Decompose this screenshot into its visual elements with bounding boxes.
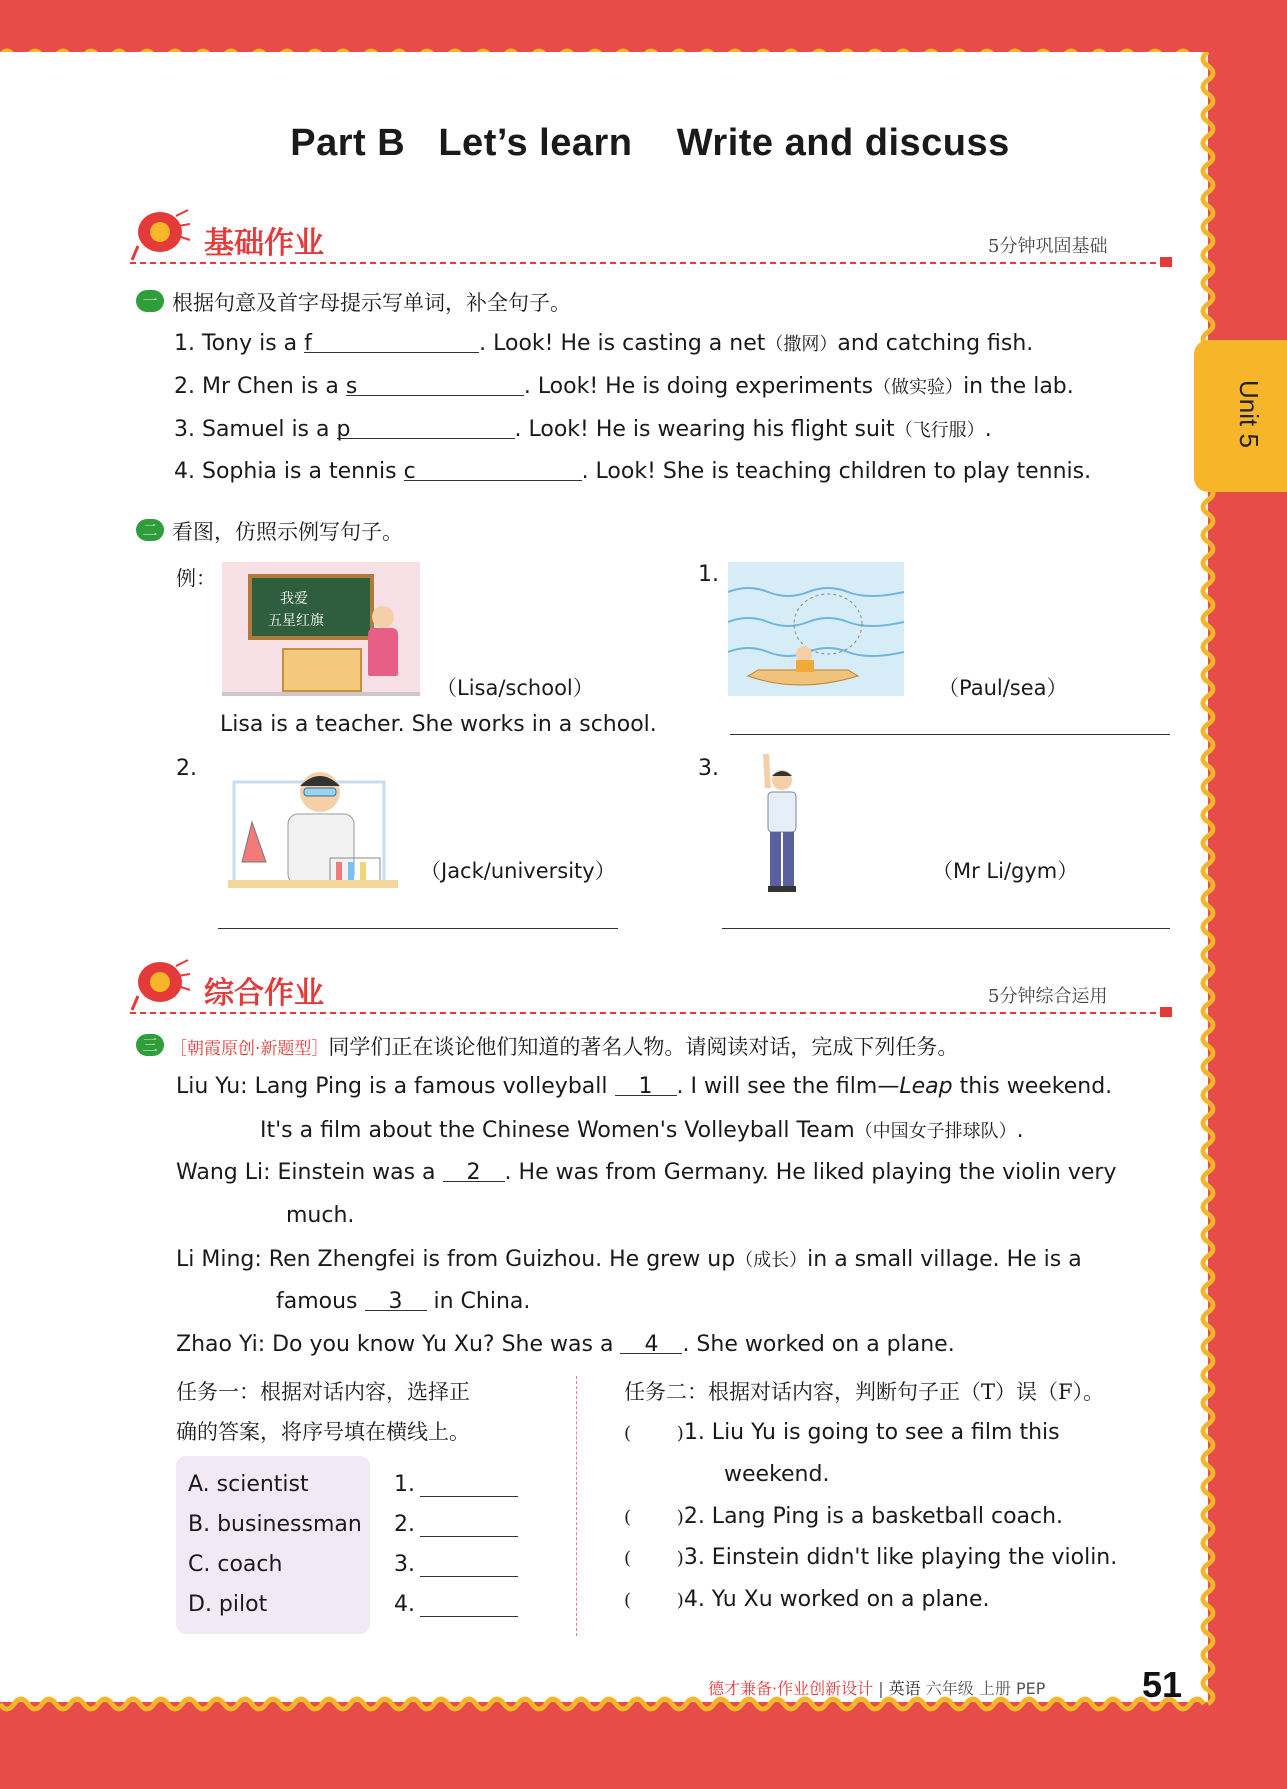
tf-item-3 (624, 1545, 1117, 1570)
q1-heading: 根据句意及首字母提示写单词，补全句子。 (172, 291, 571, 315)
task1-num-4: 4. (394, 1592, 415, 1617)
q1-item-cn: （撒网） (765, 334, 838, 355)
footer-grade: 六年级 (925, 1679, 974, 1698)
dialog-text: in a small village. He is a (807, 1247, 1082, 1272)
q1-answer-blank[interactable] (336, 417, 515, 442)
fisherman-picture (728, 562, 904, 696)
q2-item-2-num: 2. (176, 756, 197, 781)
footer-volume: 上册 (978, 1679, 1011, 1698)
dialog-blank-3[interactable] (365, 1289, 427, 1314)
dialog-text: this weekend. (952, 1074, 1113, 1099)
dialog-text: Zhao Yi: Do you know Yu Xu? She was a (176, 1332, 621, 1357)
footer (708, 1676, 1045, 1699)
hint-letter: s (345, 374, 358, 399)
hint-letter: c (403, 459, 416, 484)
unit-tab (1194, 340, 1287, 492)
section1-subtitle: 5分钟巩固基础 (988, 236, 1108, 257)
q1-item-text: . Look! He is casting a net (479, 331, 766, 356)
dialog-text: famous (276, 1289, 365, 1314)
task1-blank-4[interactable] (420, 1616, 518, 1617)
q1-item-text: in the lab. (963, 374, 1074, 399)
tf-answer-paren[interactable]: ( ) (624, 1590, 684, 1611)
section2-divider (130, 1012, 1166, 1014)
q1-item-cn: （做实验） (873, 377, 964, 398)
q3-badge: 三 (136, 1034, 164, 1056)
q2-item-1-num: 1. (698, 562, 719, 587)
blank-number: 1 (638, 1074, 653, 1099)
q3-heading-row (170, 1031, 958, 1061)
q1-item-text: . (984, 417, 992, 442)
dialog-text: . I will see the film— (676, 1074, 900, 1099)
dialog-blank-4[interactable] (620, 1332, 682, 1357)
q2-item-2-answer-line[interactable] (218, 928, 618, 929)
q2-item-2-hint: （Jack/university） (420, 859, 616, 883)
tf-text: 4. Yu Xu worked on a plane. (683, 1587, 990, 1612)
floor (222, 692, 420, 696)
q3-tag: ［朝霞原创·新题型］ (170, 1039, 329, 1059)
q2-item-3-hint: （Mr Li/gym） (932, 859, 1079, 883)
task1-blank-2[interactable] (420, 1536, 518, 1537)
example-hint: （Lisa/school） (436, 676, 594, 700)
task1-heading-2: 确的答案，将序号填在横线上。 (176, 1420, 470, 1444)
dialog-text: in China. (426, 1289, 531, 1314)
task1-num-1: 1. (394, 1472, 415, 1497)
section1-divider-end (1160, 257, 1172, 267)
q1-answer-blank[interactable] (304, 331, 479, 356)
tf-text: 2. Lang Ping is a basketball coach. (683, 1504, 1064, 1529)
unit-tab-label: Unit 5 (1234, 380, 1264, 448)
tf-answer-paren[interactable]: ( ) (624, 1507, 684, 1528)
tf-text: 1. Liu Yu is going to see a film this (683, 1420, 1060, 1445)
q2-item-3-answer-line[interactable] (722, 928, 1170, 929)
q1-item-text: 1. Tony is a (174, 331, 305, 356)
tf-item-2 (624, 1504, 1063, 1529)
section2-title: 综合作业 (204, 976, 324, 1011)
dialog-line-6 (276, 1289, 530, 1314)
q1-item-3 (174, 416, 992, 442)
lantern-icon (130, 956, 192, 1012)
dialog-cn: （中国女子排球队） (854, 1121, 1017, 1142)
task1-heading-1: 任务一：根据对话内容，选择正 (176, 1380, 470, 1404)
q1-item-text: 3. Samuel is a (174, 417, 337, 442)
choice-c: C. coach (188, 1552, 283, 1577)
task1-blank-1[interactable] (420, 1496, 518, 1497)
section2-divider-end (1160, 1007, 1172, 1017)
blackboard (248, 574, 374, 640)
footer-bar: | (878, 1679, 884, 1698)
tf-item-1 (624, 1420, 1060, 1445)
dialog-text: It's a film about the Chinese Women's Volleyball Team (260, 1118, 855, 1143)
film-title: Leap (899, 1074, 953, 1099)
blank-number: 2 (466, 1160, 481, 1185)
q2-heading: 看图，仿照示例写句子。 (172, 520, 403, 544)
tf-answer-paren[interactable]: ( ) (624, 1548, 684, 1569)
choice-b: B. businessman (188, 1512, 362, 1537)
choice-d: D. pilot (188, 1592, 268, 1617)
q1-item-2 (174, 373, 1074, 399)
q1-item-4 (174, 459, 1091, 484)
section1-title: 基础作业 (204, 226, 324, 261)
hint-letter: p (336, 417, 351, 442)
tf-item-1-cont: weekend. (724, 1462, 830, 1487)
coach-picture (752, 748, 812, 896)
q1-item-text: . Look! He is wearing his flight suit (514, 417, 895, 442)
dialog-line-5 (176, 1246, 1082, 1272)
choice-a: A. scientist (188, 1472, 309, 1497)
q2-badge: 二 (136, 519, 164, 541)
q1-item-cn: （飞行服） (894, 420, 985, 441)
dialog-text: . She worked on a plane. (682, 1332, 955, 1357)
q1-answer-blank[interactable] (403, 459, 582, 484)
task2-heading: 任务二：根据对话内容，判断句子正（T）误（F）。 (624, 1380, 1105, 1404)
q1-item-1 (174, 330, 1033, 356)
dialog-blank-1[interactable] (615, 1074, 677, 1099)
q2-item-3-num: 3. (698, 756, 719, 781)
dialog-line-7 (176, 1332, 955, 1357)
blank-number: 4 (644, 1332, 659, 1357)
dialog-text: Liu Yu: Lang Ping is a famous volleyball (176, 1074, 615, 1099)
dialog-cn: （成长） (735, 1250, 808, 1271)
tf-text: 3. Einstein didn't like playing the violin. (683, 1545, 1118, 1570)
dialog-text: Wang Li: Einstein was a (176, 1160, 443, 1185)
q2-item-1-answer-line[interactable] (730, 734, 1170, 735)
q2-item-1-hint: （Paul/sea） (938, 676, 1068, 700)
dialog-line-2 (260, 1117, 1024, 1143)
footer-series: 德才兼备·作业创新设计 (708, 1679, 874, 1698)
lantern-icon (130, 206, 192, 262)
dialog-blank-2[interactable] (443, 1160, 505, 1185)
dialog-text: . (1016, 1118, 1024, 1143)
q3-heading: 同学们正在谈论他们知道的著名人物。请阅读对话，完成下列任务。 (328, 1035, 959, 1059)
footer-edition: PEP (1016, 1679, 1046, 1698)
q1-item-text: and catching fish. (837, 331, 1034, 356)
footer-subject: 英语 (888, 1679, 921, 1698)
board-text-2: 五星红旗 (268, 613, 324, 629)
dialog-line-3 (176, 1160, 1117, 1185)
dialog-line-4: much. (286, 1203, 355, 1228)
board-text-1: 我爱 (280, 591, 308, 607)
teacher-picture (222, 562, 420, 696)
task1-num-3: 3. (394, 1552, 415, 1577)
teacher-head (372, 606, 394, 628)
task-divider (576, 1376, 577, 1636)
q1-item-text: . Look! She is teaching children to play tennis. (581, 459, 1092, 484)
q1-answer-blank[interactable] (345, 374, 524, 399)
teacher-body (368, 628, 398, 676)
dialog-line-1 (176, 1074, 1112, 1099)
dialog-text: . He was from Germany. He liked playing the violin very (504, 1160, 1117, 1185)
dialog-text: Li Ming: Ren Zhengfei is from Guizhou. He grew up (176, 1247, 736, 1272)
example-label: 例： (176, 566, 216, 590)
desk (282, 648, 362, 692)
q1-item-text: 4. Sophia is a tennis (174, 459, 404, 484)
q1-badge: 一 (136, 290, 164, 312)
example-answer: Lisa is a teacher. She works in a school. (220, 712, 657, 737)
page-title: Part B Let’s learn Write and discuss (290, 122, 1010, 164)
q1-item-text: 2. Mr Chen is a (174, 374, 346, 399)
page-number: 51 (1142, 1664, 1183, 1705)
section1-divider (130, 262, 1166, 264)
task1-num-2: 2. (394, 1512, 415, 1537)
scientist-picture (228, 762, 398, 888)
right-wave-border (1196, 52, 1226, 1712)
hint-letter: f (304, 331, 312, 356)
section2-subtitle: 5分钟综合运用 (988, 986, 1108, 1007)
tf-item-4 (624, 1587, 990, 1612)
q1-item-text: . Look! He is doing experiments (523, 374, 874, 399)
tf-answer-paren[interactable]: ( ) (624, 1423, 684, 1444)
task1-blank-3[interactable] (420, 1576, 518, 1577)
blank-number: 3 (388, 1289, 403, 1314)
